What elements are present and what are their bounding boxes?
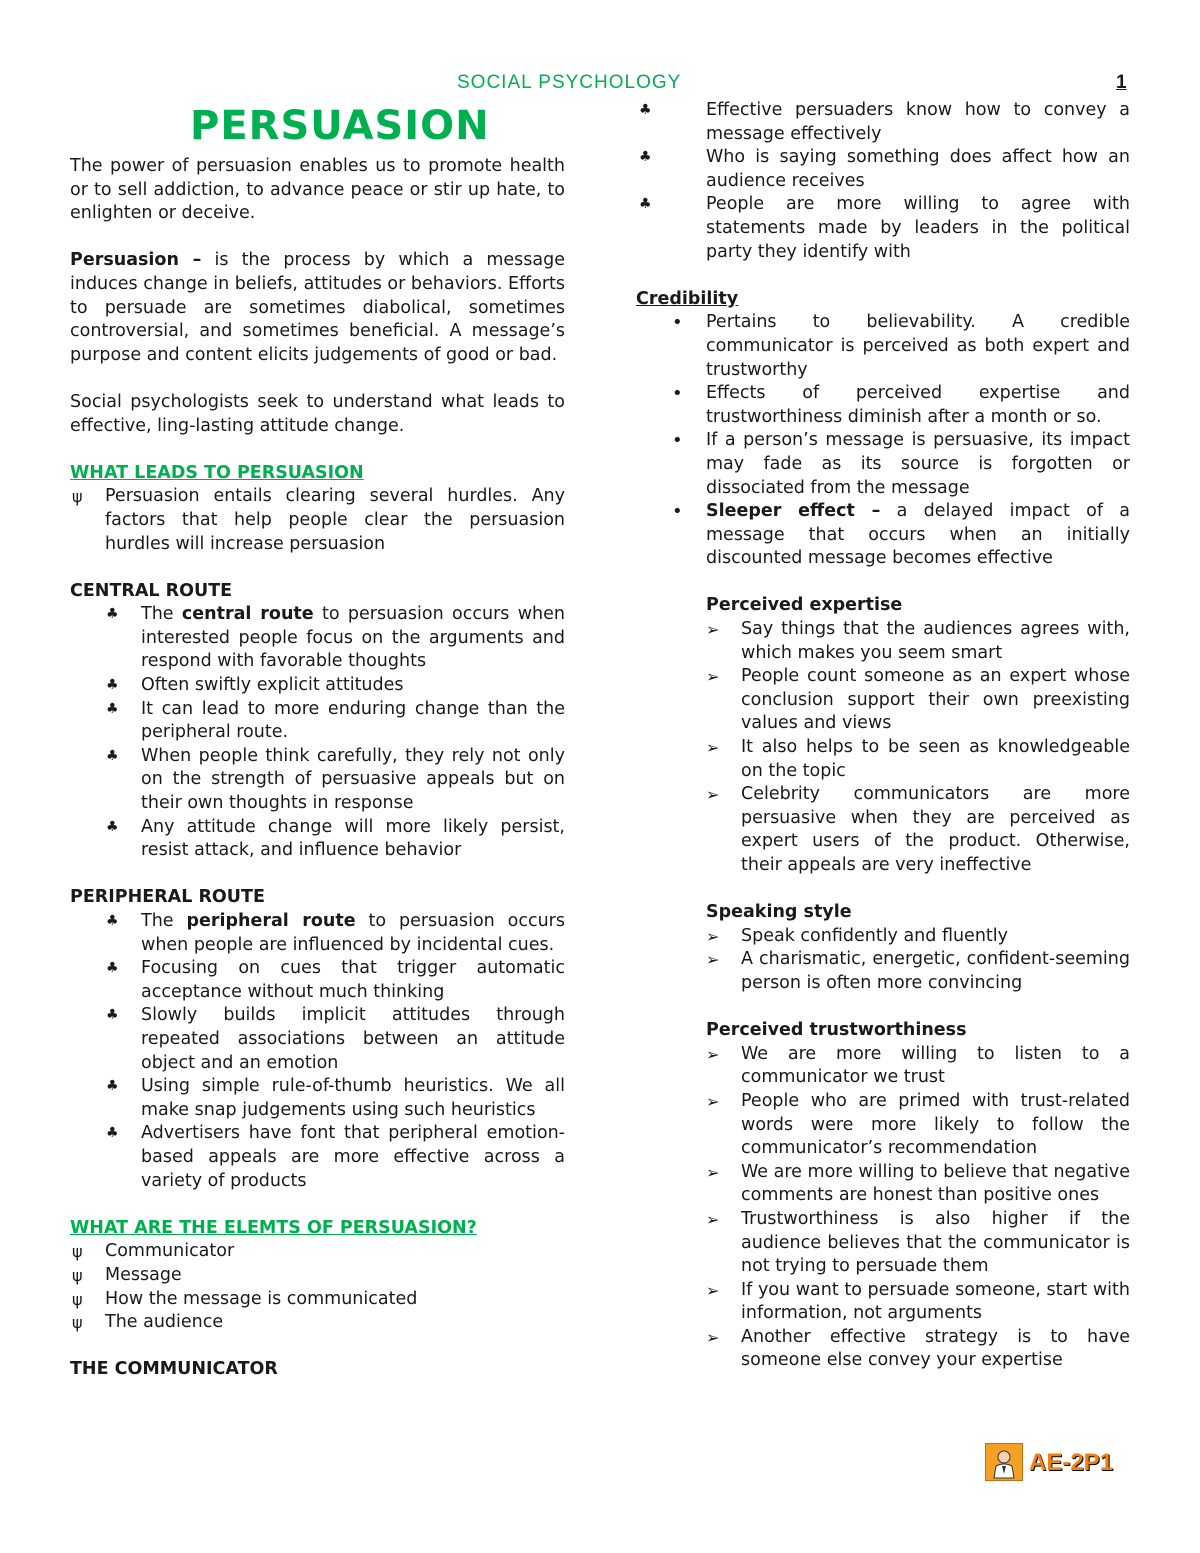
list-item: ♣ The peripheral route to persuasion occurs when people are influenced by incidental cues. <box>106 911 565 955</box>
list-item: ♣ Often swiftly explicit attitudes <box>70 674 565 698</box>
arrow-bullet-icon: ➢ <box>706 620 720 640</box>
arrow-bullet-icon: ➢ <box>706 1209 720 1229</box>
trustworthiness-heading: Perceived trustworthiness <box>706 1020 967 1041</box>
social-paragraph: Social psychologists seek to understand what leads to effective, ling-lasting attitude change. <box>70 391 565 436</box>
what-leads-list <box>70 485 565 556</box>
list-item: ♣ Focusing on cues that trigger automatic acceptance without much thinking <box>106 958 565 1002</box>
page-number: 1 <box>1116 72 1127 93</box>
ae-logo <box>985 1443 1125 1483</box>
club-bullet-icon: ♣ <box>639 102 652 118</box>
arrow-bullet-icon: ➢ <box>706 738 720 758</box>
list-item: ➢ Say things that the audiences agrees with, which makes you seem smart <box>706 619 1130 663</box>
list-item: ♣ Any attitude change will more likely persist, resist attack, and influence behavior <box>106 816 565 861</box>
list-item: ♣ Slowly builds implicit attitudes through repeated associations between an attitude object and an emotion <box>106 1005 565 1073</box>
list-item: ➢ We are more willing to believe that negative comments are honest than positive ones <box>706 1161 1130 1206</box>
arrow-bullet-icon: ➢ <box>706 785 720 805</box>
psi-bullet-icon: ψ <box>72 1242 83 1262</box>
list-item: ♣ When people think carefully, they rely not only on the strength of persuasive appeals but on their own thoughts in response <box>106 745 565 814</box>
central-route-heading: CENTRAL ROUTE <box>70 580 233 601</box>
club-bullet-icon: ♣ <box>639 196 652 213</box>
definition-text: is the process by which a message induces change in beliefs, attitudes or behaviors. Efforts to persuade are sometimes diabolical, sometimes controversial, and sometimes beneficial. A message’s purpose and content elicits judgements of good or bad. <box>70 250 566 365</box>
club-bullet-icon: ♣ <box>106 1007 119 1024</box>
club-bullet-icon: ♣ <box>106 606 119 623</box>
central-route-list <box>70 603 565 863</box>
left-column <box>70 155 565 1382</box>
club-bullet-icon: ♣ <box>106 677 119 694</box>
list-item: ➢ If you want to persuade someone, start with information, not arguments <box>706 1279 1130 1324</box>
list-item: ➢ People count someone as an expert whose conclusion support their own preexisting values and views <box>706 666 1130 734</box>
communicator-heading: THE COMMUNICATOR <box>70 1359 278 1380</box>
document-title: PERSUASION <box>190 103 490 149</box>
dot-bullet-icon: • <box>672 430 683 452</box>
arrow-bullet-icon: ➢ <box>706 1044 720 1064</box>
speaking-style-list <box>636 925 1130 996</box>
list-item: ➢ People who are primed with trust-related words were more likely to follow the communicator’s recommendation <box>706 1090 1130 1159</box>
list-item: ψ Message <box>70 1264 565 1288</box>
psi-bullet-icon: ψ <box>72 487 83 507</box>
list-item: ♣ People are more willing to agree with statements made by leaders in the political party they identify with <box>639 194 1130 262</box>
club-bullet-icon: ♣ <box>106 913 119 929</box>
club-bullet-icon: ♣ <box>106 700 119 717</box>
club-bullet-icon: ♣ <box>106 1125 119 1142</box>
definition-paragraph <box>70 249 565 367</box>
list-item: ψ Communicator <box>70 1240 565 1264</box>
trustworthiness-list <box>636 1043 1130 1373</box>
list-item: • Sleeper effect – a delayed impact of a message that occurs when an initially discounted message becomes effective <box>672 501 1130 569</box>
arrow-bullet-icon: ➢ <box>706 667 720 687</box>
elements-heading: WHAT ARE THE ELEMTS OF PERSUASION? <box>70 1217 477 1238</box>
list-item: ♣ The central route to persuasion occurs when interested people focus on the arguments and respond with favorable thoughts <box>106 604 565 672</box>
list-item: ♣ Advertisers have font that peripheral emotion-based appeals are more effective across a variety of products <box>106 1123 565 1191</box>
dot-bullet-icon: • <box>672 312 683 334</box>
arrow-bullet-icon: ➢ <box>706 1280 720 1300</box>
list-item: ➢ Trustworthiness is also higher if the audience believes that the communicator is not trying to persuade them <box>706 1208 1130 1277</box>
list-item: ♣ Who is saying something does affect how an audience receives <box>639 147 1130 191</box>
club-bullet-icon: ♣ <box>106 1078 119 1095</box>
list-item: ➢ Speak confidently and fluently <box>636 925 1130 949</box>
psi-bullet-icon: ψ <box>72 1265 83 1285</box>
dot-bullet-icon: • <box>672 383 683 405</box>
header-title: SOCIAL PSYCHOLOGY <box>457 72 682 93</box>
list-item: ψ How the message is communicated <box>70 1288 565 1312</box>
arrow-bullet-icon: ➢ <box>706 1327 720 1347</box>
avatar-icon <box>985 1443 1023 1481</box>
arrow-bullet-icon: ➢ <box>706 1091 720 1111</box>
club-bullet-icon: ♣ <box>106 960 119 977</box>
credibility-list <box>636 311 1130 571</box>
list-item: ψ The audience <box>70 1311 565 1335</box>
expertise-heading: Perceived expertise <box>706 595 903 616</box>
elements-list <box>70 1240 565 1334</box>
logo-text: AE-2P1 <box>1029 1449 1114 1476</box>
arrow-bullet-icon: ➢ <box>706 926 720 946</box>
expertise-list <box>636 618 1130 878</box>
arrow-bullet-icon: ➢ <box>706 950 720 970</box>
speaking-style-heading: Speaking style <box>706 902 852 923</box>
arrow-bullet-icon: ➢ <box>706 1162 720 1182</box>
right-column <box>636 99 1130 1373</box>
peripheral-route-heading: PERIPHERAL ROUTE <box>70 887 265 908</box>
club-bullet-icon: ♣ <box>639 149 652 166</box>
list-item: ➢ We are more willing to listen to a communicator we trust <box>706 1043 1130 1088</box>
communicator-list <box>636 99 1130 264</box>
what-leads-heading: WHAT LEADS TO PERSUASION <box>70 462 364 483</box>
psi-bullet-icon: ψ <box>72 1313 83 1333</box>
definition-term: Persuasion – <box>70 250 202 271</box>
list-item: ♣ It can lead to more enduring change than the peripheral route. <box>106 698 565 743</box>
list-item: ➢ It also helps to be seen as knowledgeable on the topic <box>706 737 1130 781</box>
dot-bullet-icon: • <box>672 501 683 523</box>
list-item: ♣ Effective persuaders know how to convey a message effectively <box>639 100 1130 144</box>
list-item: • If a person’s message is persuasive, its impact may fade as its source is forgotten or dissociated from the message <box>672 430 1130 498</box>
list-item: ➢ A charismatic, energetic, confident-seeming person is often more convincing <box>706 949 1130 993</box>
list-item: • Effects of perceived expertise and trustworthiness diminish after a month or so. <box>672 383 1130 427</box>
list-item: ♣ Using simple rule-of-thumb heuristics. We all make snap judgements using such heuristics <box>106 1076 565 1120</box>
club-bullet-icon: ♣ <box>106 747 119 764</box>
club-bullet-icon: ♣ <box>106 818 119 835</box>
list-item: ➢ Another effective strategy is to have someone else convey your expertise <box>706 1326 1130 1371</box>
credibility-heading: Credibility <box>636 288 739 309</box>
peripheral-route-list <box>70 910 565 1193</box>
psi-bullet-icon: ψ <box>72 1289 83 1309</box>
list-item: ➢ Celebrity communicators are more persuasive when they are perceived as expert users of the product. Otherwise, their appeals are very ineffective <box>706 784 1130 875</box>
intro-paragraph: The power of persuasion enables us to promote health or to sell addiction, to advance peace or stir up hate, to enlighten or deceive. <box>70 156 565 224</box>
list-item: • Pertains to believability. A credible communicator is perceived as both expert and trustworthy <box>672 312 1130 380</box>
list-item: ψ Persuasion entails clearing several hurdles. Any factors that help people clear the persuasion hurdles will increase persuasion <box>72 486 565 554</box>
